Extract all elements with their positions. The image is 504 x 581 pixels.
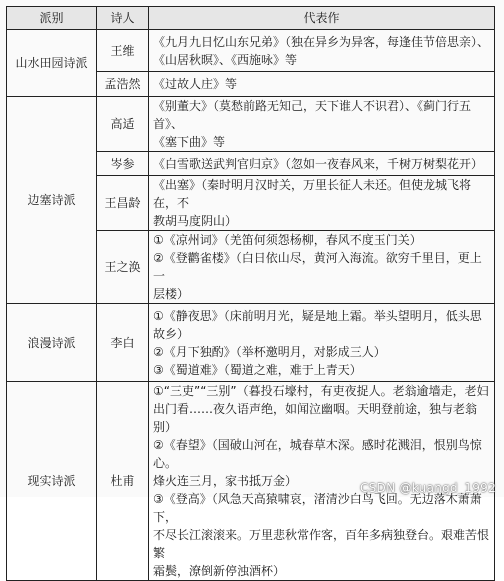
table-row (7, 30, 495, 72)
watermark: CSDN @kuangd_1992 (359, 481, 496, 495)
works-line: 《白雪歌送武判官归京》（忽如一夜春风来，千树万树梨花开） (153, 156, 484, 171)
school-cell: 浪漫诗派 (7, 304, 97, 382)
poet-cell: 王之涣 (97, 231, 149, 304)
table-row (7, 304, 495, 382)
works-line: ①“三吏”“三别”（暮投石壕村，有吏夜捉人。老翁逾墙走，老妇 (153, 384, 489, 398)
works-cell (149, 97, 495, 152)
works-line: 《别董大》（莫愁前路无知己，天下谁人不识君）、《蓟门行五首》、 (153, 99, 472, 131)
works-line: 层楼） (153, 287, 190, 301)
works-line: 《山居秋暝》、《西施咏》等 (153, 52, 298, 67)
works-line: 《出塞》（秦时明月汉时关，万里长征人未还。但使龙城飞将在，不 (153, 178, 472, 210)
school-cell: 边塞诗派 (7, 97, 97, 304)
works-line: 出门看……夜久语声绝，如闻泣幽咽。天明登前途，独与老翁别） (153, 402, 478, 434)
works-line: 《九月九日忆山东兄弟》（独在异乡为异客，每逢佳节倍思亲）、 (153, 34, 490, 49)
works-cell (149, 176, 495, 231)
works-line: ①《静夜思》（床前明月光，疑是地上霜。举头望明月，低头思 (153, 308, 482, 323)
works-line: ②《月下独酌》（举杯邀明月，对影成三人） (153, 344, 386, 359)
works-line: ①《凉州词》（羌笛何须怨杨柳，春风不度玉门关） (153, 233, 422, 247)
poet-cell: 杜甫 (97, 382, 149, 581)
poet-cell: 王昌龄 (97, 176, 149, 231)
works-cell (149, 30, 495, 72)
works-line: ③《登高》（风急天高猿啸哀，渚清沙白鸟飞回。无边落木萧萧下， (153, 492, 482, 524)
header-works: 代表作 (149, 7, 495, 30)
poet-cell: 高适 (97, 97, 149, 152)
works-line: 不尽长江滚滚来。万里悲秋常作客，百年多病独登台。艰难苦恨繁 (153, 528, 490, 560)
works-cell (149, 152, 495, 176)
works-line: 烽火连三月，家书抵万金） (153, 474, 298, 488)
table-row (7, 97, 495, 152)
works-line: 《过故人庄》等 (153, 77, 238, 91)
works-line: 霜鬓，潦倒新停浊酒杯） (153, 564, 286, 578)
works-cell (149, 304, 495, 382)
poet-cell: 李白 (97, 304, 149, 382)
works-line: 《塞下曲》等 (153, 135, 226, 149)
header-poet: 诗人 (97, 7, 149, 30)
works-line: ③《蜀道难》（蜀道之难，难于上青天） (153, 362, 362, 377)
school-cell: 现实诗派 (7, 382, 97, 581)
table-header-row (7, 7, 495, 30)
header-school: 派别 (7, 7, 97, 30)
poet-cell: 王维 (97, 30, 149, 72)
works-line: ②《春望》（国破山河在，城春草木深。感时花溅泪，恨别鸟惊心。 (153, 438, 482, 470)
works-cell (149, 231, 495, 304)
poet-cell: 孟浩然 (97, 72, 149, 97)
works-line: 教胡马度阴山） (153, 214, 238, 228)
works-line: 故乡） (153, 326, 190, 341)
works-line: ②《登鹳雀楼》（白日依山尽，黄河入海流。欲穷千里目，更上一 (153, 251, 482, 283)
poet-cell: 岑参 (97, 152, 149, 176)
school-cell: 山水田园诗派 (7, 30, 97, 97)
works-cell (149, 72, 495, 97)
